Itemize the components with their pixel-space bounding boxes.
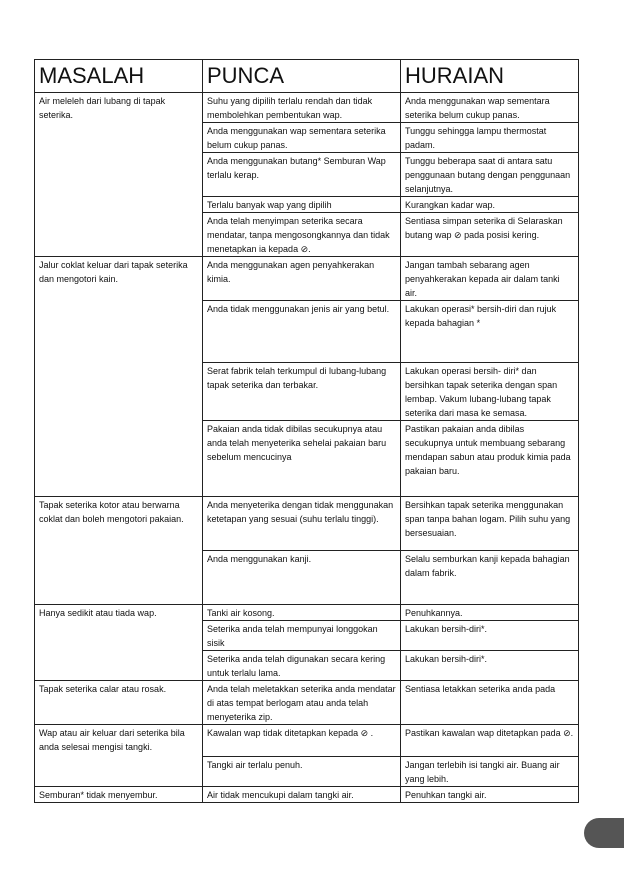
punca-cell: Anda telah meletakkan seterika anda mendatar di atas tempat berlogam atau anda telah menyeterika zip.: [203, 681, 401, 725]
masalah-cell: Wap atau air keluar dari seterika bila anda selesai mengisi tangki.: [35, 725, 203, 787]
punca-cell: Suhu yang dipilih terlalu rendah dan tidak membolehkan pembentukan wap.: [203, 93, 401, 123]
punca-cell: Anda menggunakan wap sementara seterika belum cukup panas.: [203, 123, 401, 153]
punca-cell: Seterika anda telah digunakan secara kering untuk terlalu lama.: [203, 651, 401, 681]
punca-cell: Anda menggunakan agen penyahkerakan kimia.: [203, 257, 401, 301]
huraian-cell: Pastikan kawalan wap ditetapkan pada ⊘.: [401, 725, 579, 757]
huraian-cell: Jangan terlebih isi tangki air. Buang air yang lebih.: [401, 757, 579, 787]
huraian-cell: Tunggu beberapa saat di antara satu penggunaan butang dengan penggunaan selanjutnya.: [401, 153, 579, 197]
punca-cell: Anda telah menyimpan seterika secara mendatar, tanpa mengosongkannya dan tidak menetapkan ia kepada ⊘.: [203, 213, 401, 257]
huraian-cell: Tunggu sehingga lampu thermostat padam.: [401, 123, 579, 153]
huraian-cell: Kurangkan kadar wap.: [401, 197, 579, 213]
huraian-cell: Lakukan bersih-diri*.: [401, 621, 579, 651]
huraian-cell: Anda menggunakan wap sementara seterika belum cukup panas.: [401, 93, 579, 123]
punca-cell: Air tidak mencukupi dalam tangki air.: [203, 787, 401, 803]
table-header-row: [35, 60, 579, 93]
punca-cell: Serat fabrik telah terkumpul di lubang-lubang tapak seterika dan terbakar.: [203, 363, 401, 421]
huraian-cell: Jangan tambah sebarang agen penyahkerakan kepada air dalam tanki air.: [401, 257, 579, 301]
table-row: [35, 257, 579, 301]
table-row: [35, 93, 579, 123]
punca-cell: Kawalan wap tidak ditetapkan kepada ⊘ .: [203, 725, 401, 757]
troubleshooting-table: [34, 59, 579, 803]
table-row: [35, 605, 579, 621]
punca-cell: Pakaian anda tidak dibilas secukupnya atau anda telah menyeterika sehelai pakaian baru sebelum mencucinya: [203, 421, 401, 497]
huraian-cell: Sentiasa letakkan seterika anda pada: [401, 681, 579, 725]
punca-cell: Tangki air terlalu penuh.: [203, 757, 401, 787]
punca-cell: Anda menggunakan kanji.: [203, 551, 401, 605]
huraian-cell: Lakukan operasi* bersih-diri dan rujuk kepada bahagian *: [401, 301, 579, 363]
huraian-cell: Lakukan bersih-diri*.: [401, 651, 579, 681]
punca-cell: Anda menyeterika dengan tidak menggunakan ketetapan yang sesuai (suhu terlalu tinggi).: [203, 497, 401, 551]
huraian-cell: Pastikan pakaian anda dibilas secukupnya untuk membuang sebarang mendapan sabun atau produk kimia pada pakaian baru.: [401, 421, 579, 497]
huraian-cell: Sentiasa simpan seterika di Selaraskan butang wap ⊘ pada posisi kering.: [401, 213, 579, 257]
masalah-cell: Tapak seterika kotor atau berwarna coklat dan boleh mengotori pakaian.: [35, 497, 203, 605]
punca-cell: Anda tidak menggunakan jenis air yang betul.: [203, 301, 401, 363]
table-row: [35, 725, 579, 757]
punca-cell: Tanki air kosong.: [203, 605, 401, 621]
table-row: [35, 787, 579, 803]
page-tab-marker: [584, 818, 624, 848]
masalah-cell: Semburan* tidak menyembur.: [35, 787, 203, 803]
table-row: [35, 497, 579, 551]
huraian-cell: Lakukan operasi bersih- diri* dan bersihkan tapak seterika dengan span lembap. Vakum lubang-lubang tapak seterika dari masa ke semasa.: [401, 363, 579, 421]
huraian-cell: Penuhkan tangki air.: [401, 787, 579, 803]
masalah-cell: Air meleleh dari lubang di tapak seterika.: [35, 93, 203, 257]
header-huraian: HURAIAN: [401, 60, 579, 93]
punca-cell: Anda menggunakan butang* Semburan Wap terlalu kerap.: [203, 153, 401, 197]
huraian-cell: Selalu semburkan kanji kepada bahagian dalam fabrik.: [401, 551, 579, 605]
table-body: [35, 93, 579, 803]
punca-cell: Terlalu banyak wap yang dipilih: [203, 197, 401, 213]
masalah-cell: Tapak seterika calar atau rosak.: [35, 681, 203, 725]
masalah-cell: Hanya sedikit atau tiada wap.: [35, 605, 203, 681]
huraian-cell: Bersihkan tapak seterika menggunakan span tanpa bahan logam. Pilih suhu yang bersesuaian.: [401, 497, 579, 551]
table-row: [35, 681, 579, 725]
header-punca: PUNCA: [203, 60, 401, 93]
huraian-cell: Penuhkannya.: [401, 605, 579, 621]
masalah-cell: Jalur coklat keluar dari tapak seterika dan mengotori kain.: [35, 257, 203, 497]
header-masalah: MASALAH: [35, 60, 203, 93]
punca-cell: Seterika anda telah mempunyai longgokan sisik: [203, 621, 401, 651]
